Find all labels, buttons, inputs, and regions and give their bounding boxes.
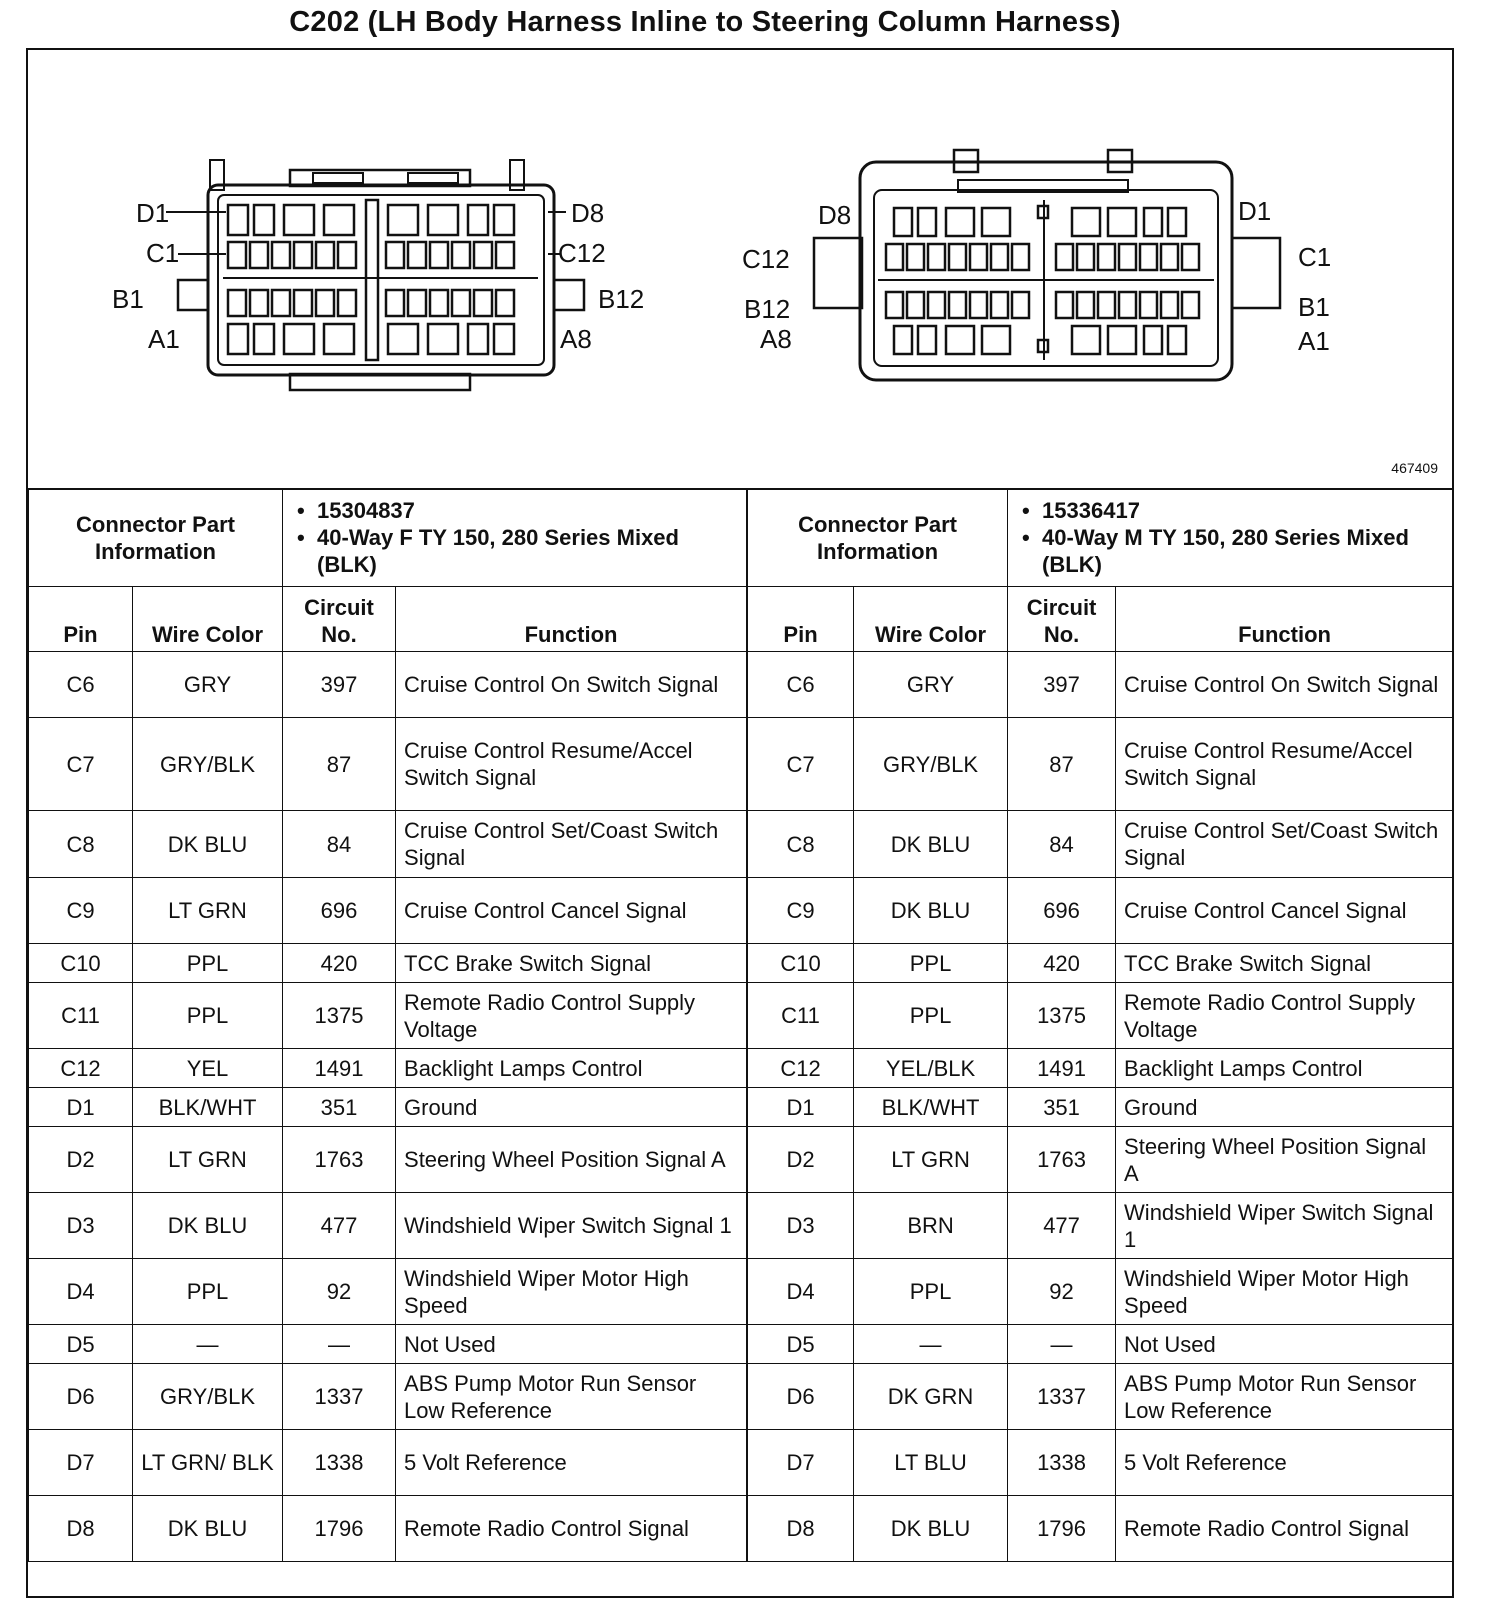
right-circuit-cell: 84 (1008, 811, 1116, 878)
left-circuit-cell: — (283, 1325, 396, 1364)
left-wire-color-cell: DK BLU (133, 1496, 283, 1562)
left-wire-color-cell: PPL (133, 983, 283, 1049)
left-circuit-cell: 84 (283, 811, 396, 878)
right-table-row (748, 1193, 1454, 1259)
right-circuit-cell: 351 (1008, 1088, 1116, 1127)
right-circuit-cell: — (1008, 1325, 1116, 1364)
right-part-info (1008, 489, 1454, 587)
connector-figure (28, 50, 1452, 490)
left-circuit-cell: 351 (283, 1088, 396, 1127)
right-function-cell: Steering Wheel Position Signal A (1116, 1127, 1454, 1193)
left-info-row (29, 489, 747, 587)
right-info-row (748, 489, 1454, 587)
left-header-wire-color: Wire Color (133, 587, 283, 652)
right-pin-cell: C12 (748, 1049, 854, 1088)
right-function-cell: Remote Radio Control Supply Voltage (1116, 983, 1454, 1049)
left-pin-cell: C8 (29, 811, 133, 878)
right-wire-color-cell: DK BLU (854, 878, 1008, 944)
left-pin-cell: C7 (29, 718, 133, 811)
right-wire-color-cell: GRY/BLK (854, 718, 1008, 811)
left-circuit-cell: 92 (283, 1259, 396, 1325)
right-function-cell: Not Used (1116, 1325, 1454, 1364)
left-table-row (29, 1088, 747, 1127)
right-pin-cell: D3 (748, 1193, 854, 1259)
page-title: C202 (LH Body Harness Inline to Steering Column Harness) (289, 6, 1121, 38)
right-function-cell: Remote Radio Control Signal (1116, 1496, 1454, 1562)
right-pin-cell: D1 (748, 1088, 854, 1127)
left-pin-label-c1: C1 (146, 238, 180, 268)
left-part-info (283, 489, 747, 587)
left-wire-color-cell: DK BLU (133, 811, 283, 878)
right-table-row (748, 1325, 1454, 1364)
right-wire-color-cell: PPL (854, 944, 1008, 983)
left-header-circuit: Circuit No. (283, 587, 396, 652)
right-table-row (748, 811, 1454, 878)
left-function-cell: Windshield Wiper Motor High Speed (396, 1259, 747, 1325)
left-function-cell: Backlight Lamps Control (396, 1049, 747, 1088)
right-pin-cell: C10 (748, 944, 854, 983)
left-wire-color-cell: YEL (133, 1049, 283, 1088)
left-function-cell: 5 Volt Reference (396, 1430, 747, 1496)
left-wire-color-cell: DK BLU (133, 1193, 283, 1259)
left-function-cell: Cruise Control Resume/Accel Switch Signal (396, 718, 747, 811)
left-wire-color-cell: LT GRN (133, 1127, 283, 1193)
right-info-label: Connector Part Information (748, 489, 1008, 587)
right-table-row (748, 1430, 1454, 1496)
right-table-row (748, 1127, 1454, 1193)
left-wire-color-cell: LT GRN/ BLK (133, 1430, 283, 1496)
left-circuit-cell: 87 (283, 718, 396, 811)
right-table-row (748, 718, 1454, 811)
right-wire-color-cell: BLK/WHT (854, 1088, 1008, 1127)
right-circuit-cell: 1491 (1008, 1049, 1116, 1088)
left-table-row (29, 1049, 747, 1088)
left-circuit-cell: 397 (283, 652, 396, 718)
right-pin-cell: D8 (748, 1496, 854, 1562)
left-header-row (29, 587, 747, 652)
right-wire-color-cell: YEL/BLK (854, 1049, 1008, 1088)
left-pinout-table (28, 488, 747, 1562)
left-function-cell: Windshield Wiper Switch Signal 1 (396, 1193, 747, 1259)
right-wire-color-cell: BRN (854, 1193, 1008, 1259)
right-pin-cell: C9 (748, 878, 854, 944)
left-part-description: • 40-Way F TY 150, 280 Series Mixed (BLK) (317, 524, 734, 578)
right-table-row (748, 1049, 1454, 1088)
left-function-cell: Cruise Control Cancel Signal (396, 878, 747, 944)
right-pin-cell: D4 (748, 1259, 854, 1325)
left-circuit-cell: 1491 (283, 1049, 396, 1088)
right-function-cell: Windshield Wiper Motor High Speed (1116, 1259, 1454, 1325)
right-circuit-cell: 92 (1008, 1259, 1116, 1325)
left-table-row (29, 1193, 747, 1259)
right-function-cell: 5 Volt Reference (1116, 1430, 1454, 1496)
right-pin-label-a8: A8 (760, 324, 792, 354)
right-connector-pin-labels (742, 196, 1331, 356)
left-wire-color-cell: GRY (133, 652, 283, 718)
left-circuit-cell: 477 (283, 1193, 396, 1259)
right-wire-color-cell: DK GRN (854, 1364, 1008, 1430)
right-circuit-cell: 477 (1008, 1193, 1116, 1259)
left-wire-color-cell: PPL (133, 1259, 283, 1325)
left-table-row (29, 1127, 747, 1193)
right-wire-color-cell: PPL (854, 983, 1008, 1049)
left-function-cell: Cruise Control On Switch Signal (396, 652, 747, 718)
right-wire-color-cell: — (854, 1325, 1008, 1364)
right-circuit-cell: 1796 (1008, 1496, 1116, 1562)
left-table-row (29, 944, 747, 983)
left-table-row (29, 1364, 747, 1430)
right-pin-label-c1: C1 (1298, 242, 1332, 272)
left-connector-face (166, 160, 584, 390)
right-circuit-cell: 1763 (1008, 1127, 1116, 1193)
left-header-function: Function (396, 587, 747, 652)
left-table-row (29, 1259, 747, 1325)
left-wire-color-cell: — (133, 1325, 283, 1364)
left-pin-cell: C6 (29, 652, 133, 718)
left-pin-label-a8: A8 (560, 324, 592, 354)
left-pin-cell: D7 (29, 1430, 133, 1496)
right-circuit-cell: 1337 (1008, 1364, 1116, 1430)
left-circuit-cell: 1796 (283, 1496, 396, 1562)
connector-sheet (26, 48, 1454, 1598)
left-info-label: Connector Part Information (29, 489, 283, 587)
right-function-cell: Cruise Control Resume/Accel Switch Signal (1116, 718, 1454, 811)
left-pin-label-b1: B1 (112, 284, 144, 314)
left-circuit-cell: 1375 (283, 983, 396, 1049)
left-table-row (29, 652, 747, 718)
right-pin-label-d8: D8 (818, 200, 852, 230)
left-pin-cell: C11 (29, 983, 133, 1049)
left-pin-cell: D1 (29, 1088, 133, 1127)
left-pin-cell: C9 (29, 878, 133, 944)
left-pin-label-d1: D1 (136, 198, 170, 228)
left-table-row (29, 1430, 747, 1496)
right-pin-cell: D6 (748, 1364, 854, 1430)
right-pin-label-a1: A1 (1298, 326, 1330, 356)
right-circuit-cell: 1338 (1008, 1430, 1116, 1496)
right-connector-face (814, 150, 1280, 380)
right-circuit-cell: 87 (1008, 718, 1116, 811)
pinout-tables (28, 488, 1452, 1562)
right-header-circuit: Circuit No. (1008, 587, 1116, 652)
left-table-row (29, 983, 747, 1049)
left-circuit-cell: 1763 (283, 1127, 396, 1193)
right-pin-cell: D7 (748, 1430, 854, 1496)
right-pin-cell: C7 (748, 718, 854, 811)
right-pin-label-c12: C12 (742, 244, 790, 274)
right-pin-cell: C6 (748, 652, 854, 718)
left-circuit-cell: 696 (283, 878, 396, 944)
right-function-cell: Ground (1116, 1088, 1454, 1127)
left-circuit-cell: 1338 (283, 1430, 396, 1496)
right-pinout-table (747, 488, 1454, 1562)
right-function-cell: Cruise Control Set/Coast Switch Signal (1116, 811, 1454, 878)
left-pin-cell: C12 (29, 1049, 133, 1088)
right-pin-cell: C8 (748, 811, 854, 878)
left-pin-label-a1: A1 (148, 324, 180, 354)
left-function-cell: Remote Radio Control Signal (396, 1496, 747, 1562)
left-wire-color-cell: BLK/WHT (133, 1088, 283, 1127)
right-wire-color-cell: DK BLU (854, 811, 1008, 878)
left-pin-label-b12: B12 (598, 284, 645, 314)
right-function-cell: TCC Brake Switch Signal (1116, 944, 1454, 983)
left-pin-cell: D2 (29, 1127, 133, 1193)
right-pin-cell: D5 (748, 1325, 854, 1364)
left-pin-cell: D8 (29, 1496, 133, 1562)
left-function-cell: ABS Pump Motor Run Sensor Low Reference (396, 1364, 747, 1430)
left-function-cell: Remote Radio Control Supply Voltage (396, 983, 747, 1049)
left-table-row (29, 811, 747, 878)
right-wire-color-cell: PPL (854, 1259, 1008, 1325)
right-table-row (748, 1496, 1454, 1562)
right-function-cell: Cruise Control On Switch Signal (1116, 652, 1454, 718)
right-table-row (748, 878, 1454, 944)
right-function-cell: ABS Pump Motor Run Sensor Low Reference (1116, 1364, 1454, 1430)
left-table-row (29, 718, 747, 811)
right-table-row (748, 652, 1454, 718)
left-pin-cell: D4 (29, 1259, 133, 1325)
right-table-row (748, 944, 1454, 983)
left-function-cell: Ground (396, 1088, 747, 1127)
figure-id: 467409 (1391, 460, 1438, 476)
right-part-number: • 15336417 (1042, 497, 1441, 524)
right-circuit-cell: 1375 (1008, 983, 1116, 1049)
right-wire-color-cell: GRY (854, 652, 1008, 718)
left-circuit-cell: 1337 (283, 1364, 396, 1430)
right-header-function: Function (1116, 587, 1454, 652)
right-part-description: • 40-Way M TY 150, 280 Series Mixed (BLK) (1042, 524, 1441, 578)
right-function-cell: Cruise Control Cancel Signal (1116, 878, 1454, 944)
right-circuit-cell: 696 (1008, 878, 1116, 944)
right-header-row (748, 587, 1454, 652)
left-function-cell: Steering Wheel Position Signal A (396, 1127, 747, 1193)
right-pin-label-d1: D1 (1238, 196, 1272, 226)
left-table-row (29, 878, 747, 944)
right-wire-color-cell: LT BLU (854, 1430, 1008, 1496)
right-pin-label-b12: B12 (744, 294, 791, 324)
right-table-row (748, 1364, 1454, 1430)
left-header-pin: Pin (29, 587, 133, 652)
right-table-row (748, 1088, 1454, 1127)
right-circuit-cell: 420 (1008, 944, 1116, 983)
right-function-cell: Windshield Wiper Switch Signal 1 (1116, 1193, 1454, 1259)
right-wire-color-cell: LT GRN (854, 1127, 1008, 1193)
left-function-cell: TCC Brake Switch Signal (396, 944, 747, 983)
left-pin-label-d8: D8 (571, 198, 605, 228)
right-pin-label-b1: B1 (1298, 292, 1330, 322)
left-table-row (29, 1496, 747, 1562)
left-part-number: • 15304837 (317, 497, 734, 524)
left-function-cell: Cruise Control Set/Coast Switch Signal (396, 811, 747, 878)
left-pin-cell: D3 (29, 1193, 133, 1259)
left-wire-color-cell: PPL (133, 944, 283, 983)
right-pin-cell: C11 (748, 983, 854, 1049)
left-wire-color-cell: GRY/BLK (133, 1364, 283, 1430)
right-header-wire-color: Wire Color (854, 587, 1008, 652)
left-pin-label-c12: C12 (558, 238, 606, 268)
right-function-cell: Backlight Lamps Control (1116, 1049, 1454, 1088)
left-pin-cell: D6 (29, 1364, 133, 1430)
right-wire-color-cell: DK BLU (854, 1496, 1008, 1562)
left-pin-cell: C10 (29, 944, 133, 983)
connector-drawing (28, 50, 1452, 488)
right-header-pin: Pin (748, 587, 854, 652)
left-wire-color-cell: GRY/BLK (133, 718, 283, 811)
right-table-row (748, 983, 1454, 1049)
left-circuit-cell: 420 (283, 944, 396, 983)
left-pin-cell: D5 (29, 1325, 133, 1364)
left-function-cell: Not Used (396, 1325, 747, 1364)
left-table-row (29, 1325, 747, 1364)
right-pin-cell: D2 (748, 1127, 854, 1193)
right-circuit-cell: 397 (1008, 652, 1116, 718)
left-wire-color-cell: LT GRN (133, 878, 283, 944)
right-table-row (748, 1259, 1454, 1325)
